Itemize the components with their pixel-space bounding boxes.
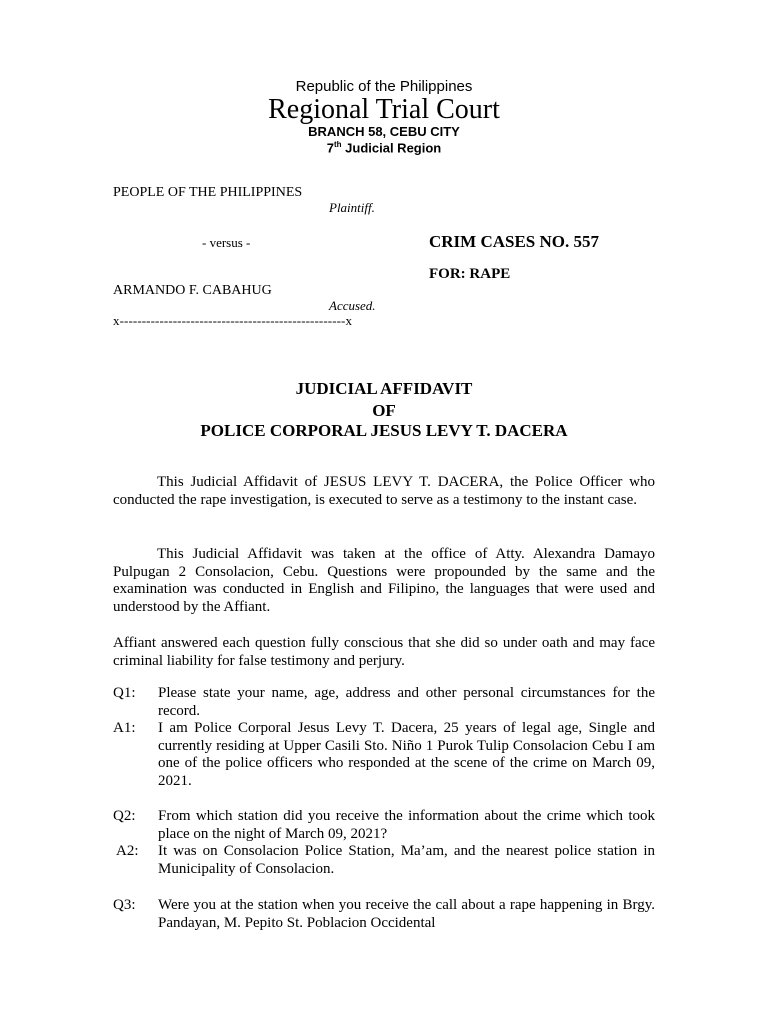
region-ordinal: 7 bbox=[326, 140, 334, 156]
qa-label: Q2: bbox=[113, 808, 136, 824]
qa-text: Please state your name, age, address and other personal circumstances for the record. bbox=[158, 685, 655, 719]
plaintiff-role: Plaintiff. bbox=[329, 200, 375, 215]
header-court-name: Regional Trial Court bbox=[268, 94, 500, 125]
region-ordinal-suffix: th bbox=[333, 140, 342, 149]
header-region bbox=[0, 140, 768, 155]
intro-paragraph: This Judicial Affidavit of JESUS LEVY T. DACERA, the Police Officer who conducted the rape investigation, is executed to serve as a testimony to the instant case. bbox=[113, 474, 655, 508]
affiant-name-title: POLICE CORPORAL JESUS LEVY T. DACERA bbox=[200, 421, 568, 440]
caption-separator: x---------------------------------------------------x bbox=[113, 313, 353, 328]
header-branch: BRANCH 58, CEBU CITY bbox=[308, 124, 460, 139]
document-title-of: OF bbox=[372, 401, 396, 420]
case-charge: FOR: RAPE bbox=[429, 266, 511, 282]
case-number: CRIM CASES NO. 557 bbox=[429, 232, 600, 251]
region-label: Judicial Region bbox=[341, 140, 442, 156]
qa-label: A1: bbox=[113, 720, 136, 736]
accused-name: ARMANDO F. CABAHUG bbox=[113, 283, 272, 298]
qa-label: Q3: bbox=[113, 897, 136, 913]
qa-text: It was on Consolacion Police Station, Ma’am, and the nearest police station in Municipality of Consolacion. bbox=[158, 843, 655, 877]
header-republic: Republic of the Philippines bbox=[295, 78, 473, 95]
plaintiff-name: PEOPLE OF THE PHILIPPINES bbox=[113, 185, 303, 200]
versus-label: - versus - bbox=[202, 235, 251, 250]
document-title: JUDICIAL AFFIDAVIT bbox=[295, 379, 473, 398]
accused-role: Accused. bbox=[329, 298, 376, 313]
qa-text: From which station did you receive the information about the crime which took place on the night of March 09, 2021? bbox=[158, 808, 655, 842]
qa-label: A2: bbox=[116, 843, 139, 859]
venue-paragraph: This Judicial Affidavit was taken at the office of Atty. Alexandra Damayo Pulpugan 2 Consolacion, Cebu. Questions were propounded by the same and the examination was conducted in English and Filipino, the languages that were used and understood by the Affiant. bbox=[113, 546, 655, 615]
qa-text: I am Police Corporal Jesus Levy T. Dacera, 25 years of legal age, Single and currently residing at Upper Casili Sto. Niño 1 Purok Tulip Consolacion Cebu I am one of the police officers who responded at the scene of the crime on March 09, 2021. bbox=[158, 720, 655, 789]
qa-text: Were you at the station when you receive the call about a rape happening in Brgy. Pandayan, M. Pepito St. Poblacion Occidental bbox=[158, 897, 655, 931]
oath-paragraph: Affiant answered each question fully conscious that she did so under oath and may face criminal liability for false testimony and perjury. bbox=[113, 635, 655, 669]
qa-label: Q1: bbox=[113, 685, 136, 701]
